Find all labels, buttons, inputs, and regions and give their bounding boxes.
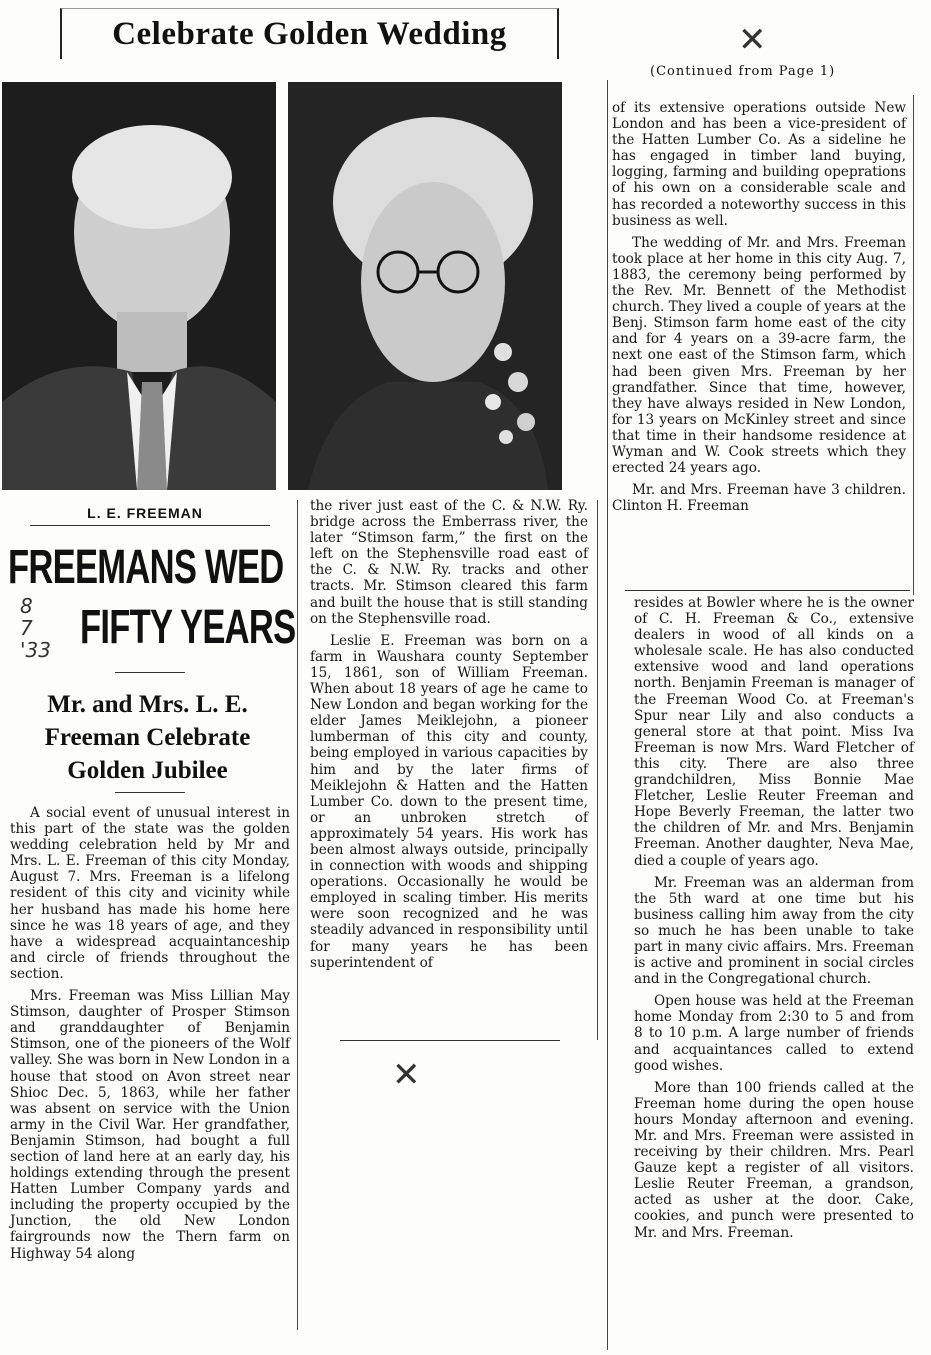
portrait-woman-image [288,82,562,490]
handwritten-date [20,595,75,661]
paragraph: Mrs. Freeman was Miss Lillian May Stimson, daughter of Prosper Stimson and granddaughter of Benjamin Stimson, one of the pioneers of the Wolf valley. She was born in New London in a house that stood on Avon street near Shioc Dec. 5, 1863, while her father was absent on service with the Union army in the Civil War. Her grandfather, Benjamin Stimson, had bought a full section of land here at an early day, his holdings extending through the present Hatten Lumber Company yards and including the property occupied by the Junction, the old New London fairgrounds now the Thern farm on Highway 54 along [10,988,290,1262]
headline-line2: FIFTY YEARS [80,601,296,654]
column-end-rule [340,1040,560,1041]
photo-caption: L. E. FREEMAN [87,505,203,521]
column-divider [297,500,298,1330]
article-column-2 [310,498,588,977]
paragraph: the river just east of the C. & N.W. Ry. bridge across the Emberrass river, the later “Stimson farm,” the first on the left on the Stephensville road east of the C. & N.W. Ry. tracks and other tracts. Mr. Stimson cleared this farm and built the house that is still standing on the Stephensville road. [310,498,588,627]
headline-line1: FREEMANS WED [8,541,284,594]
article-title: Celebrate Golden Wedding [60,8,559,59]
paragraph: Open house was held at the Freeman home Monday from 2:30 to 5 and from 8 to 10 p.m. A large number of friends and acquaintances called to extend good wishes. [634,993,914,1074]
paragraph: A social event of unusual interest in this part of the state was the golden wedding celebration held by Mr and Mrs. L. E. Freeman of this city Monday, August 7. Mrs. Freeman is a lifelong resident of this city and vicinity while her husband has made his home here since he was 18 years of age, and they have a widespread acquaintanceship and circle of friends throughout the section. [10,805,290,982]
column-divider [913,95,914,595]
article-column-3 [612,100,906,520]
paragraph: Leslie E. Freeman was born on a farm in Waushara county September 15, 1861, son of William Freeman. When about 18 years of age he came to New London and began working for the elder James Meiklejohn, a pioneer lumberman of this city and county, being employed in various capacities by him and by the later firms of Meiklejohn & Hatten and the Hatten Lumber Co. down to the present time, or an unbroken stretch of approximately 54 years. His work has been almost always outside, principally in connection with woods and shipping operations. Occasionally he would be employed in scaling timber. His merits were soon recognized and he was steadily advanced in responsibility until for many years he has been superintendent of [310,632,588,971]
headline-divider [115,672,185,673]
subhead-line3: Golden Jubilee [67,757,228,784]
subhead-line1: Mr. and Mrs. L. E. [47,691,248,718]
article-column-4 [634,595,914,1247]
paragraph: of its extensive operations outside New London and has been a vice-president of the Hatten Lumber Co. As a sideline he has engaged in timber land buying, logging, farming and building opeprations of his own on a considerable scale and has recorded a noteworthy success in this business as well. [612,100,906,229]
handwritten-date-line2: 7 [20,616,33,640]
paragraph: More than 100 friends called at the Freeman home during the open house hours Monday afternoon and evening. Mr. and Mrs. Freeman were assisted in receiving by their children. Mrs. Pearl Gauze kept a register of all visitors. Leslie Reuter Freeman, a grandson, acted as usher at the door. Cake, cookies, and punch were presented to Mr. and Mrs. Freeman. [634,1079,914,1241]
pencil-x-mark-top: ✕ [738,20,767,60]
column-break-rule [625,590,910,591]
subhead-line2: Freeman Celebrate [44,724,251,751]
column-divider [607,80,608,1350]
photo-man [2,82,276,490]
paragraph: The wedding of Mr. and Mrs. Freeman took place at her home in this city Aug. 7, 1883, the ceremony being performed by the Rev. Mr. Bennett of the Methodist church. They lived a couple of years at the Benj. Stimson farm home east of the city and for 4 years on a 39-acre farm, the next one east of the Stimson farm, which had been given Mrs. Freeman by her grandfather. Since that time, however, they have always resided in New London, for 13 years on McKinley street and since that time in their handsome residence at Wyman and W. Cook streets which they erected 24 years ago. [612,234,906,477]
handwritten-date-line1: 8 [20,594,33,618]
handwritten-date-line3: '33 [20,638,51,662]
subhead-divider [115,792,185,793]
paragraph: Mr. and Mrs. Freeman have 3 children. Clinton H. Freeman [612,482,906,515]
paragraph: resides at Bowler where he is the owner of C. H. Freeman & Co., extensive dealers in wood of all kinds on a wholesale scale. He has also conducted extensive wood and land operations north. Benjamin Freeman is manager of the Freeman Wood Co. at Freeman's Spur near Lily and also conducts a general store at that point. Miss Iva Freeman is now Mrs. Ward Fletcher of this city. There are also three grandchildren, Miss Bonnie Mae Fletcher, Leslie Reuter Freeman and Hope Beverly Freeman, the latter two the children of Mr. and Mrs. Benjamin Freeman. Another daughter, Neva Mae, died a couple of years ago. [634,595,914,869]
photo-woman [288,82,562,490]
continued-note: (Continued from Page 1) [650,64,836,79]
article-column-1 [10,805,290,1268]
subheadline [5,688,290,787]
column-divider [597,500,598,1040]
paragraph: Mr. Freeman was an alderman from the 5th ward at one time but his business calling him away from the city so much he has been unable to take part in many civic affairs. Mrs. Freeman is active and prominent in social circles and in the Congregational church. [634,874,914,988]
pencil-x-mark-bottom: ✕ [392,1055,421,1095]
portrait-man-image [2,82,276,490]
caption-divider [30,525,270,526]
